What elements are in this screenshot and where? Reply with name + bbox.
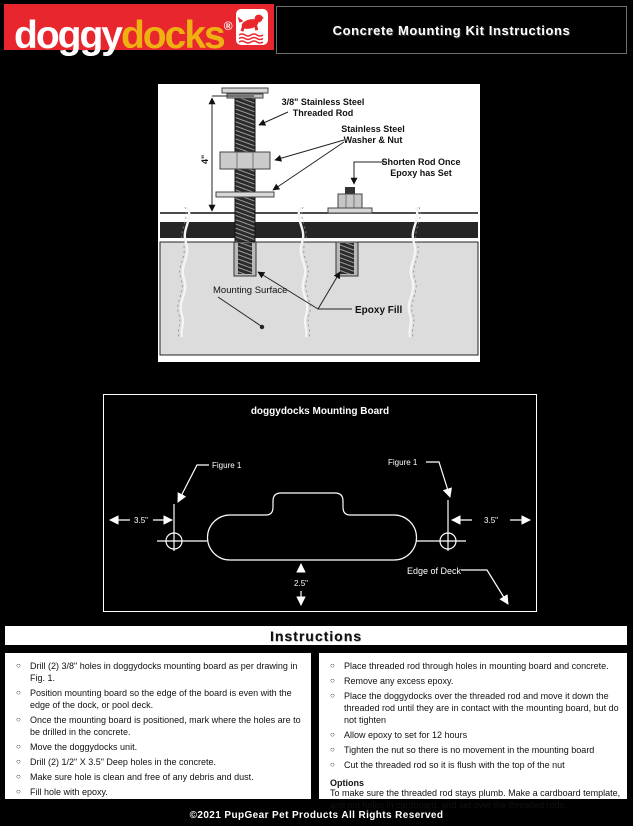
instructions-header: [3, 624, 629, 647]
shorten-label-line2: Epoxy has Set: [390, 168, 452, 178]
logo: [14, 3, 233, 59]
list-item: ○ Fill hole with epoxy.: [11, 786, 305, 798]
list-item: ○ Drill (2) 1/2" X 3.5" Deep holes in the concrete.: [11, 756, 305, 768]
list-item: ○ Move the doggydocks unit.: [11, 741, 305, 753]
dim-bottom-label: 2.5": [294, 579, 308, 588]
epoxy-fill-label: Epoxy Fill: [355, 305, 403, 316]
instructions-column-left: [3, 651, 313, 801]
list-item: ○ Tighten the nut so there is no movement in the mounting board: [325, 744, 621, 756]
shorten-label-line1: Shorten Rod Once: [381, 157, 461, 167]
mounting-surface-label: Mounting Surface: [213, 285, 288, 296]
edge-of-deck-label: Edge of Deck: [407, 566, 462, 576]
rod-label-line2: Threaded Rod: [292, 108, 354, 118]
rod-nut: [220, 152, 270, 169]
figure-label-left: Figure 1: [212, 461, 242, 470]
logo-banner: [4, 4, 274, 57]
hole-symbol-right: [416, 500, 466, 551]
washer-label-line1: Stainless Steel: [341, 124, 405, 134]
document-title: Concrete Mounting Kit Instructions: [332, 22, 571, 38]
washer-label-line2: Washer & Nut: [343, 135, 403, 145]
options-text: To make sure the threaded rod stays plumb. Make a cardboard template, and put holes in cardboard, and set over the threaded rods.: [330, 788, 621, 810]
rod-washer: [216, 192, 274, 197]
list-item: ○ Place the doggydocks over the threaded rod and move it down the threaded rod until they are in contact with the mounting board, but do not tighten: [325, 690, 621, 726]
rod-label-line1: 3/8" Stainless Steel: [281, 97, 365, 107]
board-outline: [208, 493, 417, 560]
concrete-surface: [160, 242, 478, 355]
instructions-column-right: [317, 651, 629, 810]
list-item: ○ Cut the threaded rod so it is flush with the top of the nut: [325, 759, 621, 771]
cross-section-diagram: [158, 84, 480, 362]
document-title-bar: [276, 6, 627, 54]
dim-right-label: 3.5": [484, 516, 498, 525]
list-item: ○ Once the mounting board is positioned, mark where the holes are to be drilled in the concrete.: [11, 714, 305, 738]
logo-doggy: doggy: [14, 14, 121, 57]
mounting-board-diagram: [103, 394, 537, 612]
footer: [0, 805, 633, 823]
list-item: ○ Remove any excess epoxy.: [325, 675, 621, 687]
list-item: ○ Position mounting board so the edge of the board is even with the edge of the dock, or pool deck.: [11, 687, 305, 711]
copyright-text: ©2021 PupGear Pet Products All Rights Reserved: [189, 810, 444, 821]
options-title: Options: [330, 778, 364, 788]
set-nut: [328, 187, 372, 213]
instructions-title: Instructions: [269, 627, 363, 644]
mounting-board-section: [160, 222, 478, 238]
list-item: ○ Make sure hole is clean and free of any debris and dust.: [11, 771, 305, 783]
registered-mark: ®: [223, 19, 233, 33]
hole-symbol-left: [157, 504, 207, 551]
figure-label-right: Figure 1: [388, 458, 418, 467]
board-diagram-title: doggydocks Mounting Board: [250, 406, 390, 417]
dog-logo-icon: [236, 9, 268, 45]
logo-docks: docks: [120, 14, 224, 57]
height-dimension-label: 4": [200, 154, 210, 164]
list-item: ○ Drill (2) 3/8" holes in doggydocks mounting board as per drawing in Fig. 1.: [11, 660, 305, 684]
dim-left-label: 3.5": [134, 516, 148, 525]
list-item: ○ Place threaded rod through holes in mounting board and concrete.: [325, 660, 621, 672]
list-item: ○ Allow epoxy to set for 12 hours: [325, 729, 621, 741]
